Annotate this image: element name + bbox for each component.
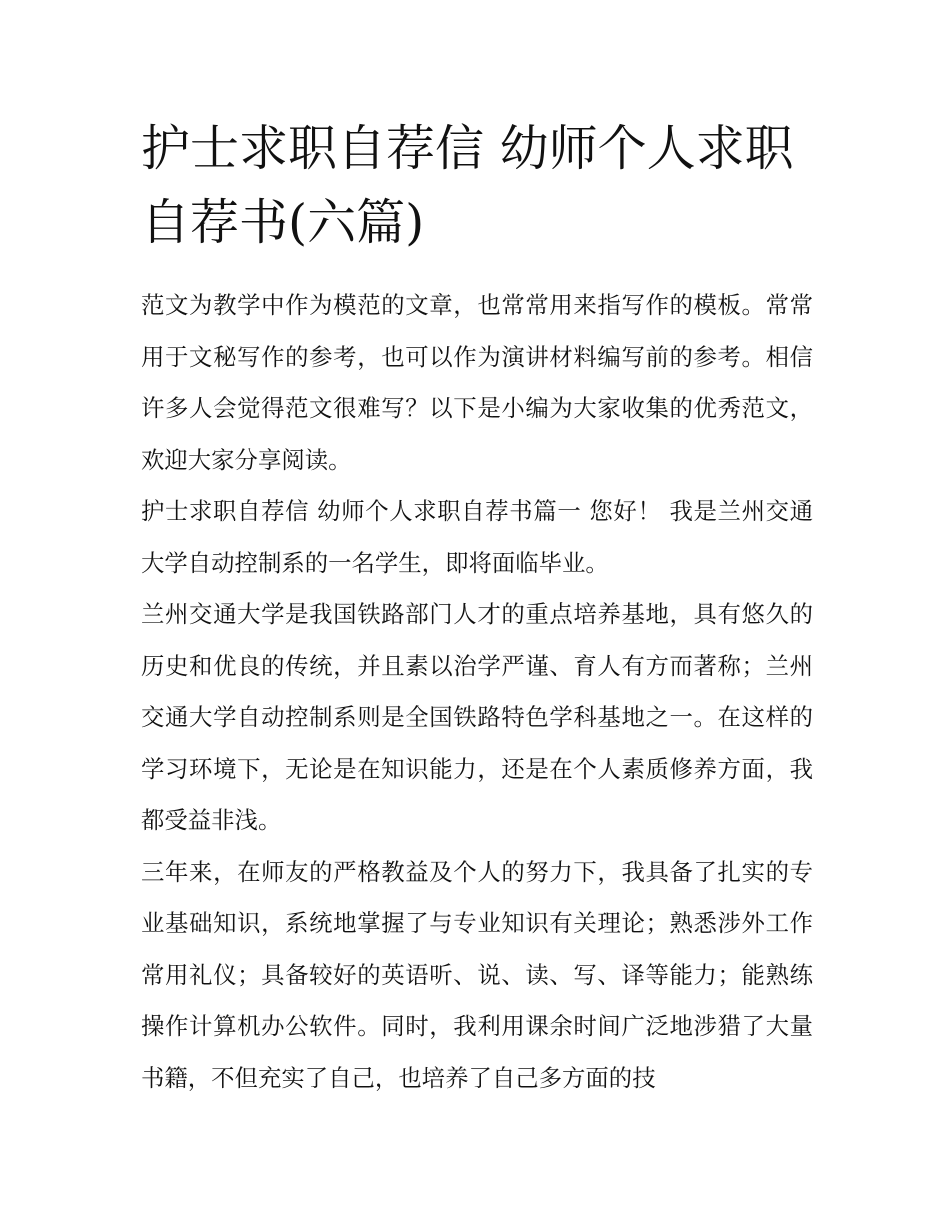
- body-paragraph-intro: 范文为教学中作为模范的文章，也常常用来指写作的模板。常常用于文秘写作的参考，也可以作为演讲材料编写前的参考。相信许多人会觉得范文很难写？以下是小编为大家收集的优秀范文，欢迎大家分享阅读。: [141, 291, 813, 474]
- document-body: [141, 280, 813, 1104]
- document-content: [141, 112, 813, 1104]
- body-paragraph-university: 兰州交通大学是我国铁路部门人才的重点培养基地，具有悠久的历史和优良的传统，并且素以治学严谨、育人有方而著称；兰州交通大学自动控制系则是全国铁路特色学科基地之一。在这样的学习环境下，无论是在知识能力，还是在个人素质修养方面，我都受益非浅。: [141, 600, 813, 834]
- body-paragraph-skills: 三年来，在师友的严格教益及个人的努力下，我具备了扎实的专业基础知识，系统地掌握了与专业知识有关理论；熟悉涉外工作常用礼仪；具备较好的英语听、说、读、写、译等能力；能熟练操作计算机办公软件。同时，我利用课余时间广泛地涉猎了大量书籍，不但充实了自己，也培养了自己多方面的技: [141, 857, 813, 1092]
- document-title: 护士求职自荐信 幼师个人求职自荐书(六篇): [141, 120, 794, 251]
- body-paragraph-greeting: 护士求职自荐信 幼师个人求职自荐书篇一 您好！ 我是兰州交通大学自动控制系的一名学生，即将面临毕业。: [141, 497, 813, 577]
